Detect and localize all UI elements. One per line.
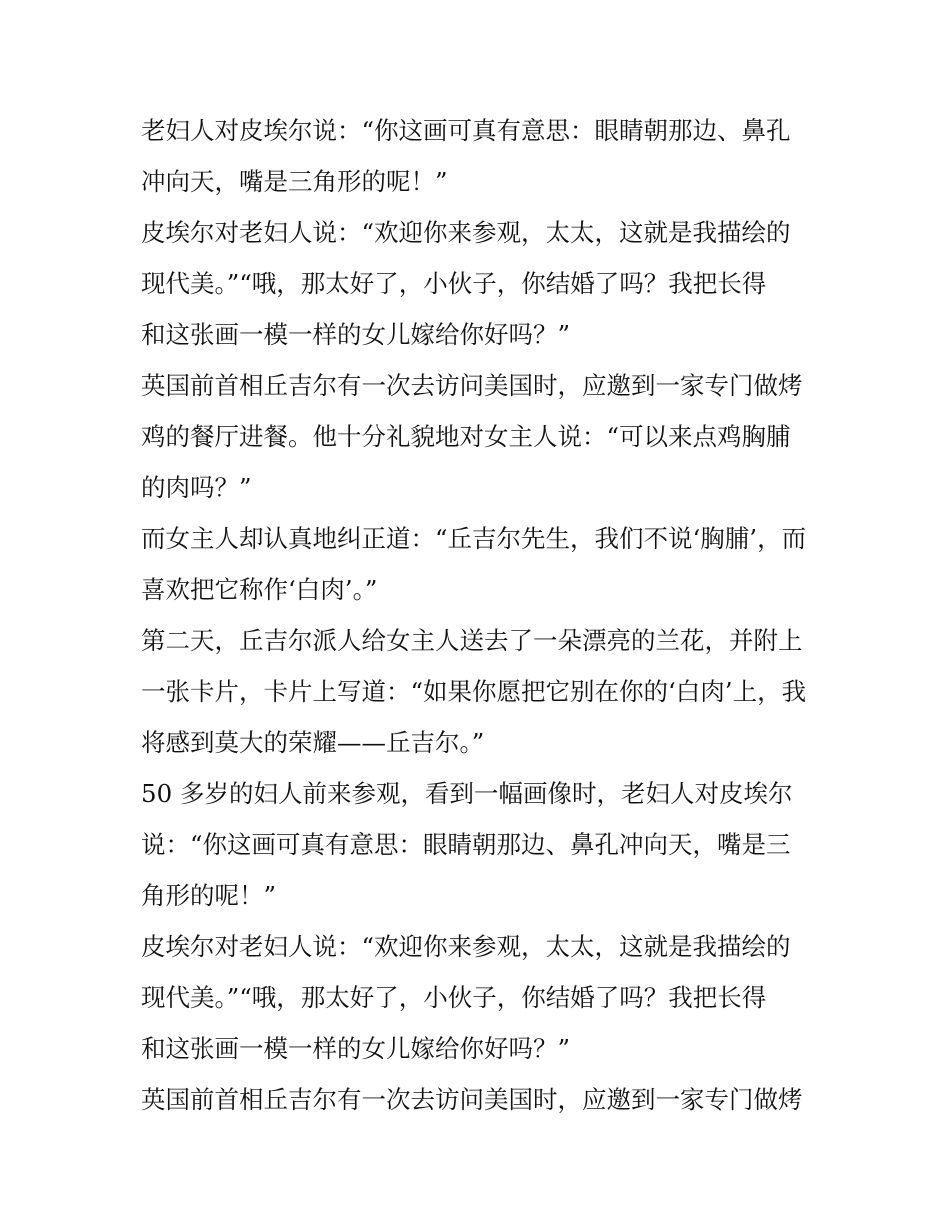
text-line: 50 多岁的妇人前来参观，看到一幅画像时，老妇人对皮埃尔: [141, 779, 793, 808]
text-line: 冲向天，嘴是三角形的呢！”: [141, 167, 448, 196]
text-line: 和这张画一模一样的女儿嫁给你好吗？”: [141, 1034, 571, 1063]
text-line: 现代美。”“哦，那太好了，小伙子，你结婚了吗？我把长得: [141, 983, 767, 1012]
text-line: 角形的呢！”: [141, 881, 277, 910]
text-line: 老妇人对皮埃尔说：“你这画可真有意思：眼睛朝那边、鼻孔: [141, 116, 791, 145]
text-line: 鸡的餐厅进餐。他十分礼貌地对女主人说：“可以来点鸡胸脯: [141, 422, 791, 451]
text-line: 皮埃尔对老妇人说：“欢迎你来参观，太太，这就是我描绘的: [141, 932, 791, 961]
text-line: 一张卡片，卡片上写道：“如果你愿把它别在你的‘白肉’上，我: [141, 677, 807, 706]
text-line: 第二天，丘吉尔派人给女主人送去了一朵漂亮的兰花，并附上: [141, 626, 803, 655]
text-line: 现代美。”“哦，那太好了，小伙子，你结婚了吗？我把长得: [141, 269, 767, 298]
text-line: 说：“你这画可真有意思：眼睛朝那边、鼻孔冲向天，嘴是三: [141, 830, 791, 859]
text-line: 英国前首相丘吉尔有一次去访问美国时，应邀到一家专门做烤: [141, 1085, 803, 1114]
text-line: 将感到莫大的荣耀——丘吉尔。”: [141, 728, 485, 757]
text-line: 的肉吗？”: [141, 473, 252, 502]
text-line: 而女主人却认真地纠正道：“丘吉尔先生，我们不说‘胸脯’，而: [141, 524, 807, 553]
text-line: 英国前首相丘吉尔有一次去访问美国时，应邀到一家专门做烤: [141, 371, 803, 400]
text-line: 喜欢把它称作‘白肉’。”: [141, 575, 378, 604]
text-line: 皮埃尔对老妇人说：“欢迎你来参观，太太，这就是我描绘的: [141, 218, 791, 247]
document-body: [141, 105, 821, 1125]
text-line: 和这张画一模一样的女儿嫁给你好吗？”: [141, 320, 571, 349]
